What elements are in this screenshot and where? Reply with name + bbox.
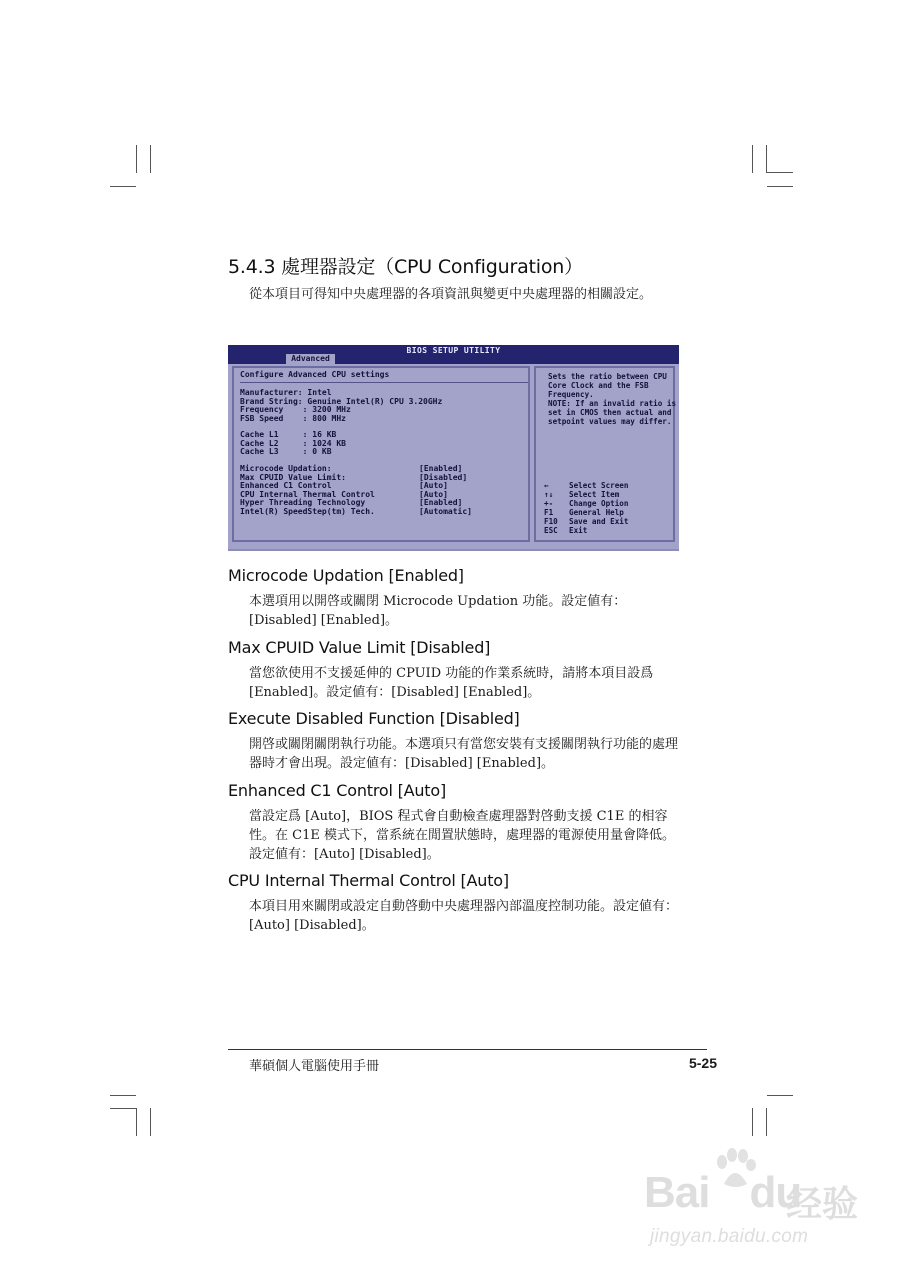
watermark-logo-cn: 经验 xyxy=(786,1184,859,1225)
bios-setting-value[interactable]: [Disabled] xyxy=(419,472,468,482)
bios-info-line: FSB Speed : 800 MHz xyxy=(240,413,346,423)
bios-key-row: F10 Save and Exit xyxy=(544,517,629,526)
section-intro: 從本項目可得知中央處理器的各項資訊與變更中央處理器的相關設定。 xyxy=(249,287,653,302)
footer-manual-title: 華碩個人電腦使用手冊 xyxy=(249,1059,380,1074)
bios-cache-line: Cache L1 : 16 KB xyxy=(240,430,337,439)
bios-key-row: +- Change Option xyxy=(544,499,629,508)
item-title-thermal-control: CPU Internal Thermal Control [Auto] xyxy=(228,871,509,890)
bios-help-text: Sets the ratio between CPU Core Clock and the FSB Frequency. NOTE: If an invalid ratio is set in CMOS then actual and setpoint values may differ. xyxy=(548,372,677,426)
bios-cache-line: Cache L2 : 1024 KB xyxy=(240,438,346,448)
left-arrow-icon: ← xyxy=(544,481,549,490)
item-title-max-cpuid: Max CPUID Value Limit [Disabled] xyxy=(228,638,491,657)
item-desc-microcode: 本選項用以開啓或關閉 Microcode Updation 功能。設定値有：[Disabled] [Enabled]。 xyxy=(249,594,627,628)
bios-settings-panel xyxy=(232,366,530,542)
bios-key-row: F1 General Help xyxy=(544,508,624,517)
crop-mark xyxy=(110,1095,136,1096)
section-title: 5.4.3 處理器設定（CPU Configuration） xyxy=(228,256,583,278)
item-desc-max-cpuid: 當您欲使用不支援延伸的 CPUID 功能的作業系統時，請將本項目設爲[Enabled]。設定値有：[Disabled] [Enabled]。 xyxy=(249,666,654,700)
bios-info-line: Manufacturer: Intel xyxy=(240,388,332,397)
item-title-microcode: Microcode Updation [Enabled] xyxy=(228,566,464,585)
bios-help-panel xyxy=(534,366,675,542)
crop-mark xyxy=(110,186,136,187)
watermark-url: jingyan.baidu.com xyxy=(650,1226,809,1247)
baidu-watermark xyxy=(640,1148,870,1258)
crop-mark xyxy=(767,1095,793,1096)
crop-mark xyxy=(136,145,137,173)
bios-cache-line: Cache L3 : 0 KB xyxy=(240,447,332,457)
crop-mark xyxy=(752,145,753,173)
item-desc-execute-disabled: 開啓或關閉關閉執行功能。本選項只有當您安裝有支援關閉執行功能的處理器時才會出現。設定値有：[Disabled] [Enabled]。 xyxy=(249,737,679,771)
crop-mark xyxy=(767,186,793,187)
bios-key-row: ↑↓ Select Item xyxy=(544,490,620,499)
bios-key-row: ESC Exit xyxy=(544,526,588,535)
item-title-enhanced-c1: Enhanced C1 Control [Auto] xyxy=(228,781,447,800)
bios-setting-value[interactable]: [Automatic] xyxy=(419,507,472,516)
crop-mark xyxy=(150,145,151,173)
item-desc-thermal-control: 本項目用來關閉或設定自動啓動中央處理器內部溫度控制功能。設定値有：[Auto] [Disabled]。 xyxy=(249,899,679,933)
crop-mark xyxy=(767,172,793,173)
crop-mark xyxy=(136,1108,137,1136)
bios-tab-advanced[interactable]: Advanced xyxy=(286,354,335,364)
watermark-logo: Bai du xyxy=(644,1168,802,1217)
bios-info-line: Frequency : 3200 MHz xyxy=(240,405,351,415)
bios-setting-value[interactable]: [Enabled] xyxy=(419,498,463,508)
bios-setting-label: CPU Internal Thermal Control xyxy=(240,489,375,499)
item-desc-enhanced-c1: 當設定爲 [Auto]，BIOS 程式會自動檢查處理器對啓動支援 C1E 的相容性。在 C1E 模式下，當系統在閒置狀態時，處理器的電源使用量會降低。設定値有：[Auto] [Disabled]。 xyxy=(249,809,675,862)
bios-setting-label: Hyper Threading Technology xyxy=(240,498,366,508)
bios-setting-label: Intel(R) SpeedStep(tm) Tech. xyxy=(240,507,375,516)
footer-divider xyxy=(228,1049,707,1050)
crop-mark xyxy=(766,1108,767,1136)
bios-setting-value[interactable]: [Enabled] xyxy=(419,464,463,473)
crop-mark xyxy=(752,1108,753,1136)
bios-setting-label: Enhanced C1 Control xyxy=(240,481,332,491)
bios-screenshot xyxy=(228,345,679,551)
bios-panel-heading: Configure Advanced CPU settings xyxy=(240,370,390,379)
bios-setting-value[interactable]: [Auto] xyxy=(419,489,448,499)
crop-mark xyxy=(766,145,767,173)
bios-setting-value[interactable]: [Auto] xyxy=(419,481,448,491)
bios-divider xyxy=(240,382,528,383)
page-number: 5-25 xyxy=(688,1055,717,1071)
bios-utility-title: BIOS SETUP UTILITY xyxy=(406,346,501,355)
crop-mark xyxy=(110,1108,136,1109)
item-title-execute-disabled: Execute Disabled Function [Disabled] xyxy=(228,709,520,728)
bios-setting-label: Microcode Updation: xyxy=(240,464,332,473)
bios-title-bar xyxy=(228,345,679,364)
bios-key-row: ← Select Screen xyxy=(544,481,629,490)
bios-setting-label: Max CPUID Value Limit: xyxy=(240,472,346,482)
up-down-arrow-icon: ↑↓ xyxy=(544,490,554,499)
crop-mark xyxy=(150,1108,151,1136)
bios-info-line: Brand String: Genuine Intel(R) CPU 3.20GHz xyxy=(240,396,443,406)
